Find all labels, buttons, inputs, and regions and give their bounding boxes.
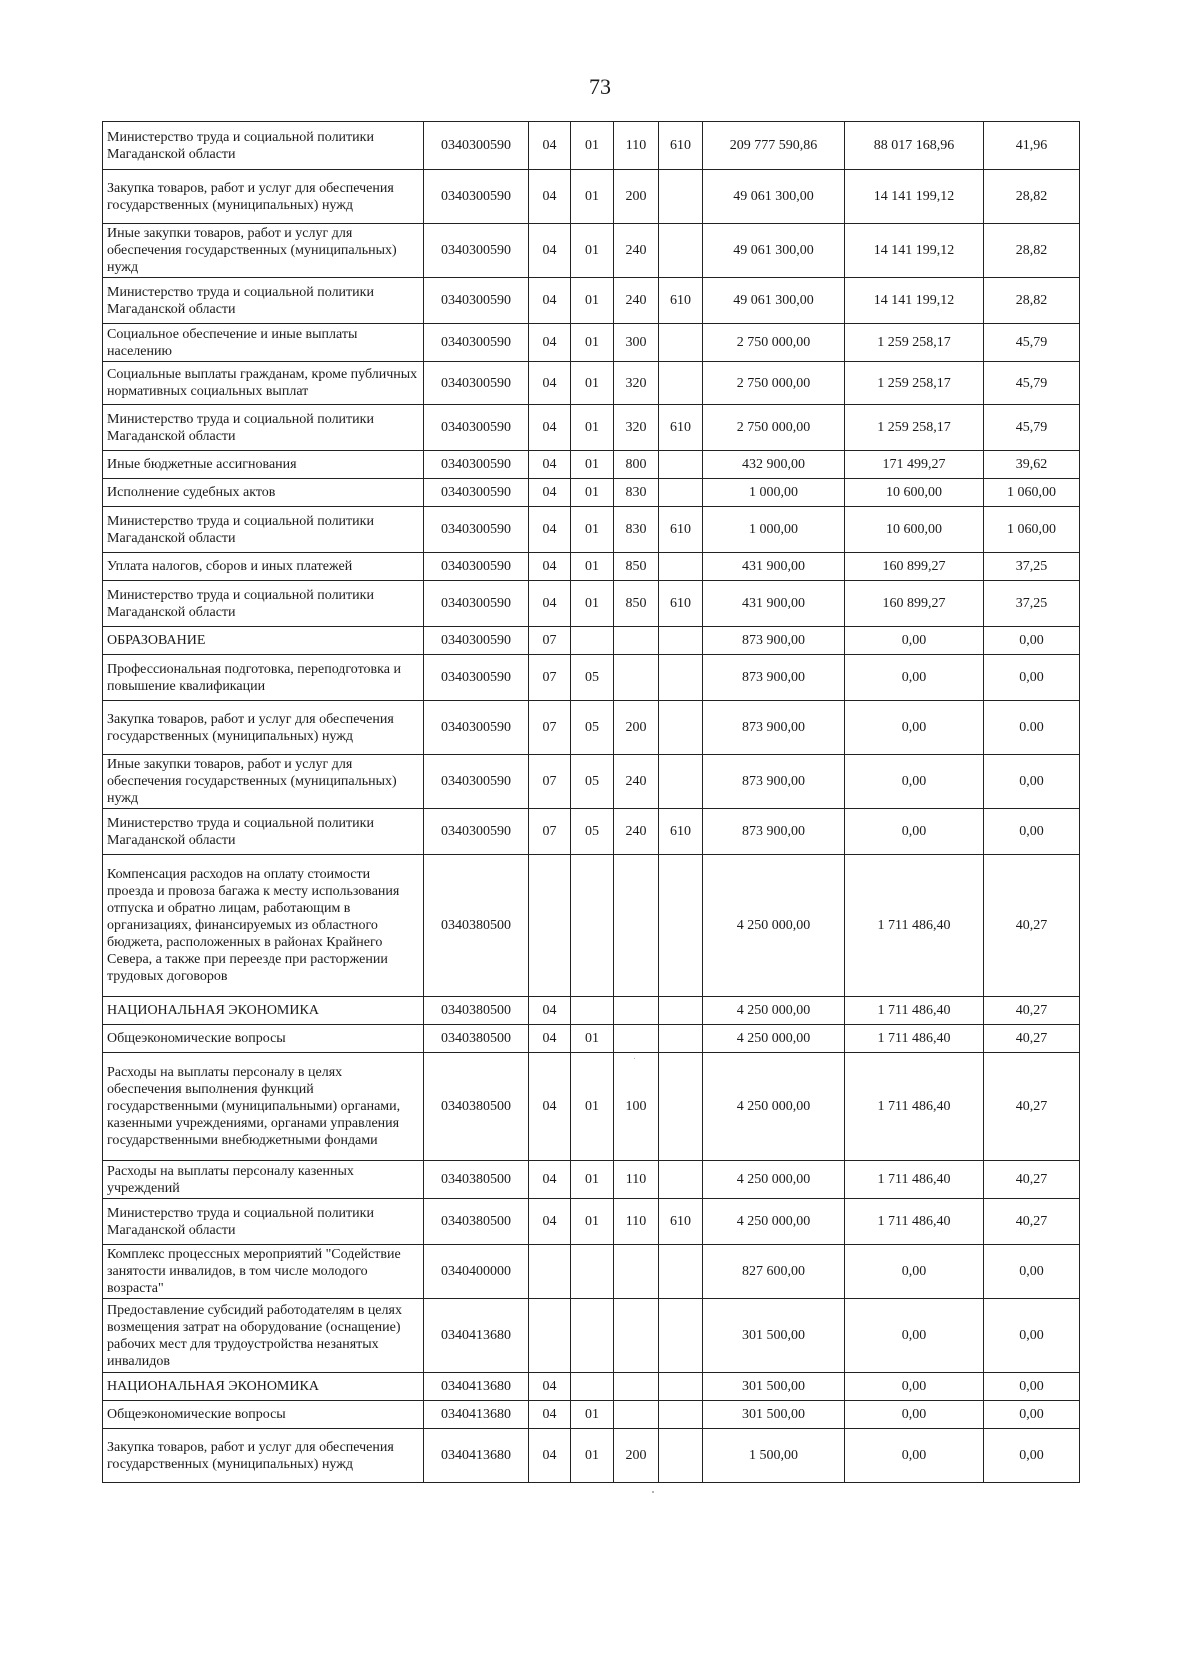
execution-percent: 37,25 (984, 553, 1080, 581)
agency-code (659, 451, 703, 479)
executed-amount: 0,00 (845, 701, 984, 755)
subsection-code: 05 (571, 701, 614, 755)
table-row (103, 1401, 1080, 1429)
row-name: Иные закупки товаров, работ и услуг для обеспечения государственных (муниципальных) нужд (103, 224, 424, 278)
planned-amount: 432 900,00 (703, 451, 845, 479)
planned-amount: 2 750 000,00 (703, 405, 845, 451)
target-code: 0340300590 (424, 581, 529, 627)
executed-amount: 14 141 199,12 (845, 224, 984, 278)
table-row (103, 278, 1080, 324)
execution-percent: 1 060,00 (984, 479, 1080, 507)
execution-percent: 28,82 (984, 224, 1080, 278)
execution-percent: 0,00 (984, 1373, 1080, 1401)
scan-speck (634, 1058, 635, 1059)
section-code (529, 855, 571, 997)
section-code: 04 (529, 1025, 571, 1053)
target-code: 0340380500 (424, 997, 529, 1025)
table-row (103, 553, 1080, 581)
expense-type-code: 850 (614, 581, 659, 627)
subsection-code: 05 (571, 655, 614, 701)
row-name: Предоставление субсидий работодателям в целях возмещения затрат на оборудование (оснащение) рабочих мест для трудоустройства незанятых инвалидов (103, 1299, 424, 1373)
section-code: 04 (529, 1401, 571, 1429)
section-code: 04 (529, 581, 571, 627)
table-row (103, 755, 1080, 809)
planned-amount: 1 000,00 (703, 507, 845, 553)
executed-amount: 0,00 (845, 655, 984, 701)
execution-percent: 40,27 (984, 1053, 1080, 1161)
agency-code (659, 479, 703, 507)
subsection-code (571, 997, 614, 1025)
agency-code (659, 324, 703, 362)
target-code: 0340300590 (424, 122, 529, 170)
planned-amount: 4 250 000,00 (703, 997, 845, 1025)
subsection-code: 05 (571, 755, 614, 809)
target-code: 0340300590 (424, 479, 529, 507)
expense-type-code: 830 (614, 479, 659, 507)
subsection-code: 01 (571, 581, 614, 627)
execution-percent: 37,25 (984, 581, 1080, 627)
expense-type-code: 100 (614, 1053, 659, 1161)
table-row (103, 809, 1080, 855)
expense-type-code: 110 (614, 1199, 659, 1245)
subsection-code (571, 1373, 614, 1401)
planned-amount: 2 750 000,00 (703, 324, 845, 362)
table-row (103, 627, 1080, 655)
agency-code (659, 1401, 703, 1429)
execution-percent: 0,00 (984, 755, 1080, 809)
execution-percent: 40,27 (984, 1199, 1080, 1245)
target-code: 0340300590 (424, 451, 529, 479)
execution-percent: 0,00 (984, 655, 1080, 701)
expense-type-code: 850 (614, 553, 659, 581)
section-code: 04 (529, 224, 571, 278)
row-name: Компенсация расходов на оплату стоимости проезда и провоза багажа к месту использования отпуска и обратно лицам, работающим в организациях, финансируемых из областного бюджета, расположенных в районах Крайнего Севера, а также при переезде при расторжении трудовых договоров (103, 855, 424, 997)
expense-type-code: 110 (614, 1161, 659, 1199)
row-name: Общеэкономические вопросы (103, 1025, 424, 1053)
executed-amount: 1 711 486,40 (845, 1053, 984, 1161)
row-name: Министерство труда и социальной политики Магаданской области (103, 507, 424, 553)
row-name: Иные закупки товаров, работ и услуг для обеспечения государственных (муниципальных) нужд (103, 755, 424, 809)
row-name: Расходы на выплаты персоналу в целях обеспечения выполнения функций государственными (муниципальными) органами, казенными учреждениями, органами управления государственными внебюджетными фондами (103, 1053, 424, 1161)
subsection-code: 01 (571, 1429, 614, 1483)
subsection-code: 01 (571, 1161, 614, 1199)
executed-amount: 1 711 486,40 (845, 855, 984, 997)
section-code: 04 (529, 1161, 571, 1199)
row-name: Профессиональная подготовка, переподготовка и повышение квалификации (103, 655, 424, 701)
row-name: Министерство труда и социальной политики Магаданской области (103, 1199, 424, 1245)
executed-amount: 0,00 (845, 627, 984, 655)
planned-amount: 1 000,00 (703, 479, 845, 507)
target-code: 0340300590 (424, 701, 529, 755)
row-name: Исполнение судебных актов (103, 479, 424, 507)
target-code: 0340300590 (424, 224, 529, 278)
executed-amount: 0,00 (845, 1299, 984, 1373)
planned-amount: 431 900,00 (703, 581, 845, 627)
table-row (103, 1299, 1080, 1373)
table-row (103, 655, 1080, 701)
expense-type-code (614, 627, 659, 655)
subsection-code: 01 (571, 362, 614, 405)
execution-percent: 40,27 (984, 1161, 1080, 1199)
executed-amount: 160 899,27 (845, 581, 984, 627)
agency-code (659, 1161, 703, 1199)
agency-code: 610 (659, 122, 703, 170)
executed-amount: 88 017 168,96 (845, 122, 984, 170)
row-name: Уплата налогов, сборов и иных платежей (103, 553, 424, 581)
planned-amount: 873 900,00 (703, 627, 845, 655)
agency-code (659, 1299, 703, 1373)
execution-percent: 0,00 (984, 1245, 1080, 1299)
row-name: Министерство труда и социальной политики Магаданской области (103, 581, 424, 627)
row-name: Закупка товаров, работ и услуг для обеспечения государственных (муниципальных) нужд (103, 170, 424, 224)
planned-amount: 873 900,00 (703, 701, 845, 755)
budget-execution-table (102, 121, 1080, 1483)
executed-amount: 1 711 486,40 (845, 1161, 984, 1199)
target-code: 0340300590 (424, 627, 529, 655)
expense-type-code: 200 (614, 1429, 659, 1483)
table-row (103, 701, 1080, 755)
planned-amount: 2 750 000,00 (703, 362, 845, 405)
agency-code: 610 (659, 405, 703, 451)
table-row (103, 170, 1080, 224)
subsection-code (571, 627, 614, 655)
executed-amount: 1 259 258,17 (845, 362, 984, 405)
expense-type-code: 240 (614, 278, 659, 324)
expense-type-code: 240 (614, 755, 659, 809)
agency-code: 610 (659, 1199, 703, 1245)
agency-code (659, 1053, 703, 1161)
subsection-code: 01 (571, 507, 614, 553)
execution-percent: 45,79 (984, 324, 1080, 362)
expense-type-code (614, 655, 659, 701)
subsection-code (571, 1245, 614, 1299)
execution-percent: 0,00 (984, 1429, 1080, 1483)
executed-amount: 0,00 (845, 755, 984, 809)
planned-amount: 4 250 000,00 (703, 1199, 845, 1245)
executed-amount: 1 259 258,17 (845, 324, 984, 362)
section-code: 04 (529, 553, 571, 581)
execution-percent: 0,00 (984, 627, 1080, 655)
planned-amount: 49 061 300,00 (703, 224, 845, 278)
expense-type-code: 800 (614, 451, 659, 479)
execution-percent: 0.00 (984, 701, 1080, 755)
table-row (103, 1053, 1080, 1161)
row-name: Министерство труда и социальной политики Магаданской области (103, 809, 424, 855)
section-code: 04 (529, 1429, 571, 1483)
target-code: 0340300590 (424, 405, 529, 451)
expense-type-code (614, 997, 659, 1025)
subsection-code: 01 (571, 224, 614, 278)
execution-percent: 40,27 (984, 1025, 1080, 1053)
table-row (103, 855, 1080, 997)
execution-percent: 45,79 (984, 362, 1080, 405)
target-code: 0340380500 (424, 1025, 529, 1053)
agency-code: 610 (659, 507, 703, 553)
planned-amount: 49 061 300,00 (703, 278, 845, 324)
agency-code (659, 1245, 703, 1299)
executed-amount: 1 259 258,17 (845, 405, 984, 451)
row-name: Закупка товаров, работ и услуг для обеспечения государственных (муниципальных) нужд (103, 1429, 424, 1483)
agency-code (659, 553, 703, 581)
expense-type-code: 830 (614, 507, 659, 553)
row-name: ОБРАЗОВАНИЕ (103, 627, 424, 655)
subsection-code: 01 (571, 1199, 614, 1245)
table-row (103, 1429, 1080, 1483)
expense-type-code: 300 (614, 324, 659, 362)
executed-amount: 1 711 486,40 (845, 1025, 984, 1053)
table-row (103, 122, 1080, 170)
target-code: 0340300590 (424, 809, 529, 855)
row-name: Закупка товаров, работ и услуг для обеспечения государственных (муниципальных) нужд (103, 701, 424, 755)
section-code: 04 (529, 324, 571, 362)
expense-type-code (614, 855, 659, 997)
execution-percent: 28,82 (984, 278, 1080, 324)
execution-percent: 0,00 (984, 1401, 1080, 1429)
expense-type-code: 240 (614, 224, 659, 278)
subsection-code: 01 (571, 1025, 614, 1053)
section-code (529, 1299, 571, 1373)
section-code: 07 (529, 755, 571, 809)
planned-amount: 827 600,00 (703, 1245, 845, 1299)
target-code: 0340413680 (424, 1299, 529, 1373)
row-name: Министерство труда и социальной политики Магаданской области (103, 122, 424, 170)
execution-percent: 39,62 (984, 451, 1080, 479)
planned-amount: 4 250 000,00 (703, 1161, 845, 1199)
expense-type-code (614, 1299, 659, 1373)
planned-amount: 4 250 000,00 (703, 1025, 845, 1053)
expense-type-code: 200 (614, 701, 659, 755)
subsection-code: 01 (571, 278, 614, 324)
scan-speck (652, 1491, 654, 1493)
target-code: 0340300590 (424, 553, 529, 581)
section-code: 04 (529, 122, 571, 170)
executed-amount: 10 600,00 (845, 507, 984, 553)
row-name: Социальное обеспечение и иные выплаты населению (103, 324, 424, 362)
executed-amount: 14 141 199,12 (845, 278, 984, 324)
page-number: 73 (589, 74, 611, 99)
agency-code (659, 997, 703, 1025)
execution-percent: 0,00 (984, 1299, 1080, 1373)
expense-type-code: 110 (614, 122, 659, 170)
agency-code: 610 (659, 809, 703, 855)
table-row (103, 405, 1080, 451)
planned-amount: 301 500,00 (703, 1373, 845, 1401)
agency-code (659, 627, 703, 655)
agency-code (659, 1429, 703, 1483)
expense-type-code (614, 1025, 659, 1053)
row-name: НАЦИОНАЛЬНАЯ ЭКОНОМИКА (103, 997, 424, 1025)
expense-type-code: 320 (614, 362, 659, 405)
expense-type-code (614, 1373, 659, 1401)
target-code: 0340413680 (424, 1373, 529, 1401)
executed-amount: 0,00 (845, 1373, 984, 1401)
table-row (103, 1373, 1080, 1401)
planned-amount: 873 900,00 (703, 755, 845, 809)
table-row (103, 1245, 1080, 1299)
subsection-code: 01 (571, 122, 614, 170)
section-code: 04 (529, 405, 571, 451)
target-code: 0340413680 (424, 1401, 529, 1429)
target-code: 0340300590 (424, 655, 529, 701)
section-code: 04 (529, 1373, 571, 1401)
table-row (103, 1199, 1080, 1245)
section-code: 07 (529, 809, 571, 855)
row-name: Расходы на выплаты персоналу казенных учреждений (103, 1161, 424, 1199)
target-code: 0340300590 (424, 755, 529, 809)
table-row (103, 581, 1080, 627)
planned-amount: 49 061 300,00 (703, 170, 845, 224)
execution-percent: 0,00 (984, 809, 1080, 855)
expense-type-code (614, 1245, 659, 1299)
target-code: 0340413680 (424, 1429, 529, 1483)
table-row (103, 479, 1080, 507)
agency-code: 610 (659, 278, 703, 324)
table-row (103, 997, 1080, 1025)
target-code: 0340380500 (424, 1161, 529, 1199)
section-code (529, 1245, 571, 1299)
executed-amount: 1 711 486,40 (845, 997, 984, 1025)
section-code: 04 (529, 451, 571, 479)
target-code: 0340380500 (424, 1199, 529, 1245)
section-code: 04 (529, 362, 571, 405)
planned-amount: 301 500,00 (703, 1401, 845, 1429)
executed-amount: 0,00 (845, 809, 984, 855)
subsection-code: 01 (571, 1401, 614, 1429)
section-code: 04 (529, 170, 571, 224)
planned-amount: 301 500,00 (703, 1299, 845, 1373)
expense-type-code: 240 (614, 809, 659, 855)
section-code: 04 (529, 479, 571, 507)
execution-percent: 1 060,00 (984, 507, 1080, 553)
planned-amount: 873 900,00 (703, 809, 845, 855)
table-row (103, 1161, 1080, 1199)
agency-code (659, 701, 703, 755)
section-code: 04 (529, 278, 571, 324)
planned-amount: 209 777 590,86 (703, 122, 845, 170)
target-code: 0340300590 (424, 362, 529, 405)
section-code: 04 (529, 997, 571, 1025)
execution-percent: 40,27 (984, 855, 1080, 997)
row-name: НАЦИОНАЛЬНАЯ ЭКОНОМИКА (103, 1373, 424, 1401)
subsection-code: 05 (571, 809, 614, 855)
section-code: 04 (529, 1053, 571, 1161)
row-name: Министерство труда и социальной политики Магаданской области (103, 278, 424, 324)
subsection-code: 01 (571, 170, 614, 224)
table-row (103, 324, 1080, 362)
target-code: 0340380500 (424, 1053, 529, 1161)
section-code: 07 (529, 655, 571, 701)
expense-type-code: 200 (614, 170, 659, 224)
executed-amount: 171 499,27 (845, 451, 984, 479)
table-row (103, 451, 1080, 479)
planned-amount: 4 250 000,00 (703, 1053, 845, 1161)
agency-code (659, 1025, 703, 1053)
row-name: Комплекс процессных мероприятий "Содействие занятости инвалидов, в том числе молодого возраста" (103, 1245, 424, 1299)
target-code: 0340300590 (424, 324, 529, 362)
row-name: Министерство труда и социальной политики Магаданской области (103, 405, 424, 451)
section-code: 04 (529, 507, 571, 553)
executed-amount: 14 141 199,12 (845, 170, 984, 224)
execution-percent: 41,96 (984, 122, 1080, 170)
expense-type-code (614, 1401, 659, 1429)
agency-code (659, 1373, 703, 1401)
executed-amount: 0,00 (845, 1429, 984, 1483)
agency-code (659, 655, 703, 701)
execution-percent: 45,79 (984, 405, 1080, 451)
agency-code (659, 755, 703, 809)
subsection-code: 01 (571, 405, 614, 451)
target-code: 0340380500 (424, 855, 529, 997)
planned-amount: 4 250 000,00 (703, 855, 845, 997)
agency-code (659, 855, 703, 997)
executed-amount: 160 899,27 (845, 553, 984, 581)
executed-amount: 0,00 (845, 1401, 984, 1429)
section-code: 07 (529, 701, 571, 755)
planned-amount: 873 900,00 (703, 655, 845, 701)
subsection-code: 01 (571, 553, 614, 581)
planned-amount: 1 500,00 (703, 1429, 845, 1483)
executed-amount: 0,00 (845, 1245, 984, 1299)
table-body (103, 122, 1080, 1483)
target-code: 0340400000 (424, 1245, 529, 1299)
target-code: 0340300590 (424, 170, 529, 224)
subsection-code: 01 (571, 324, 614, 362)
row-name: Общеэкономические вопросы (103, 1401, 424, 1429)
execution-percent: 28,82 (984, 170, 1080, 224)
section-code: 07 (529, 627, 571, 655)
subsection-code (571, 855, 614, 997)
execution-percent: 40,27 (984, 997, 1080, 1025)
row-name: Иные бюджетные ассигнования (103, 451, 424, 479)
subsection-code: 01 (571, 451, 614, 479)
agency-code (659, 362, 703, 405)
subsection-code (571, 1299, 614, 1373)
section-code: 04 (529, 1199, 571, 1245)
agency-code (659, 224, 703, 278)
target-code: 0340300590 (424, 507, 529, 553)
expense-type-code: 320 (614, 405, 659, 451)
row-name: Социальные выплаты гражданам, кроме публичных нормативных социальных выплат (103, 362, 424, 405)
table-row (103, 1025, 1080, 1053)
executed-amount: 10 600,00 (845, 479, 984, 507)
agency-code (659, 170, 703, 224)
executed-amount: 1 711 486,40 (845, 1199, 984, 1245)
table-row (103, 362, 1080, 405)
planned-amount: 431 900,00 (703, 553, 845, 581)
agency-code: 610 (659, 581, 703, 627)
target-code: 0340300590 (424, 278, 529, 324)
subsection-code: 01 (571, 479, 614, 507)
table-row (103, 224, 1080, 278)
subsection-code: 01 (571, 1053, 614, 1161)
table-row (103, 507, 1080, 553)
